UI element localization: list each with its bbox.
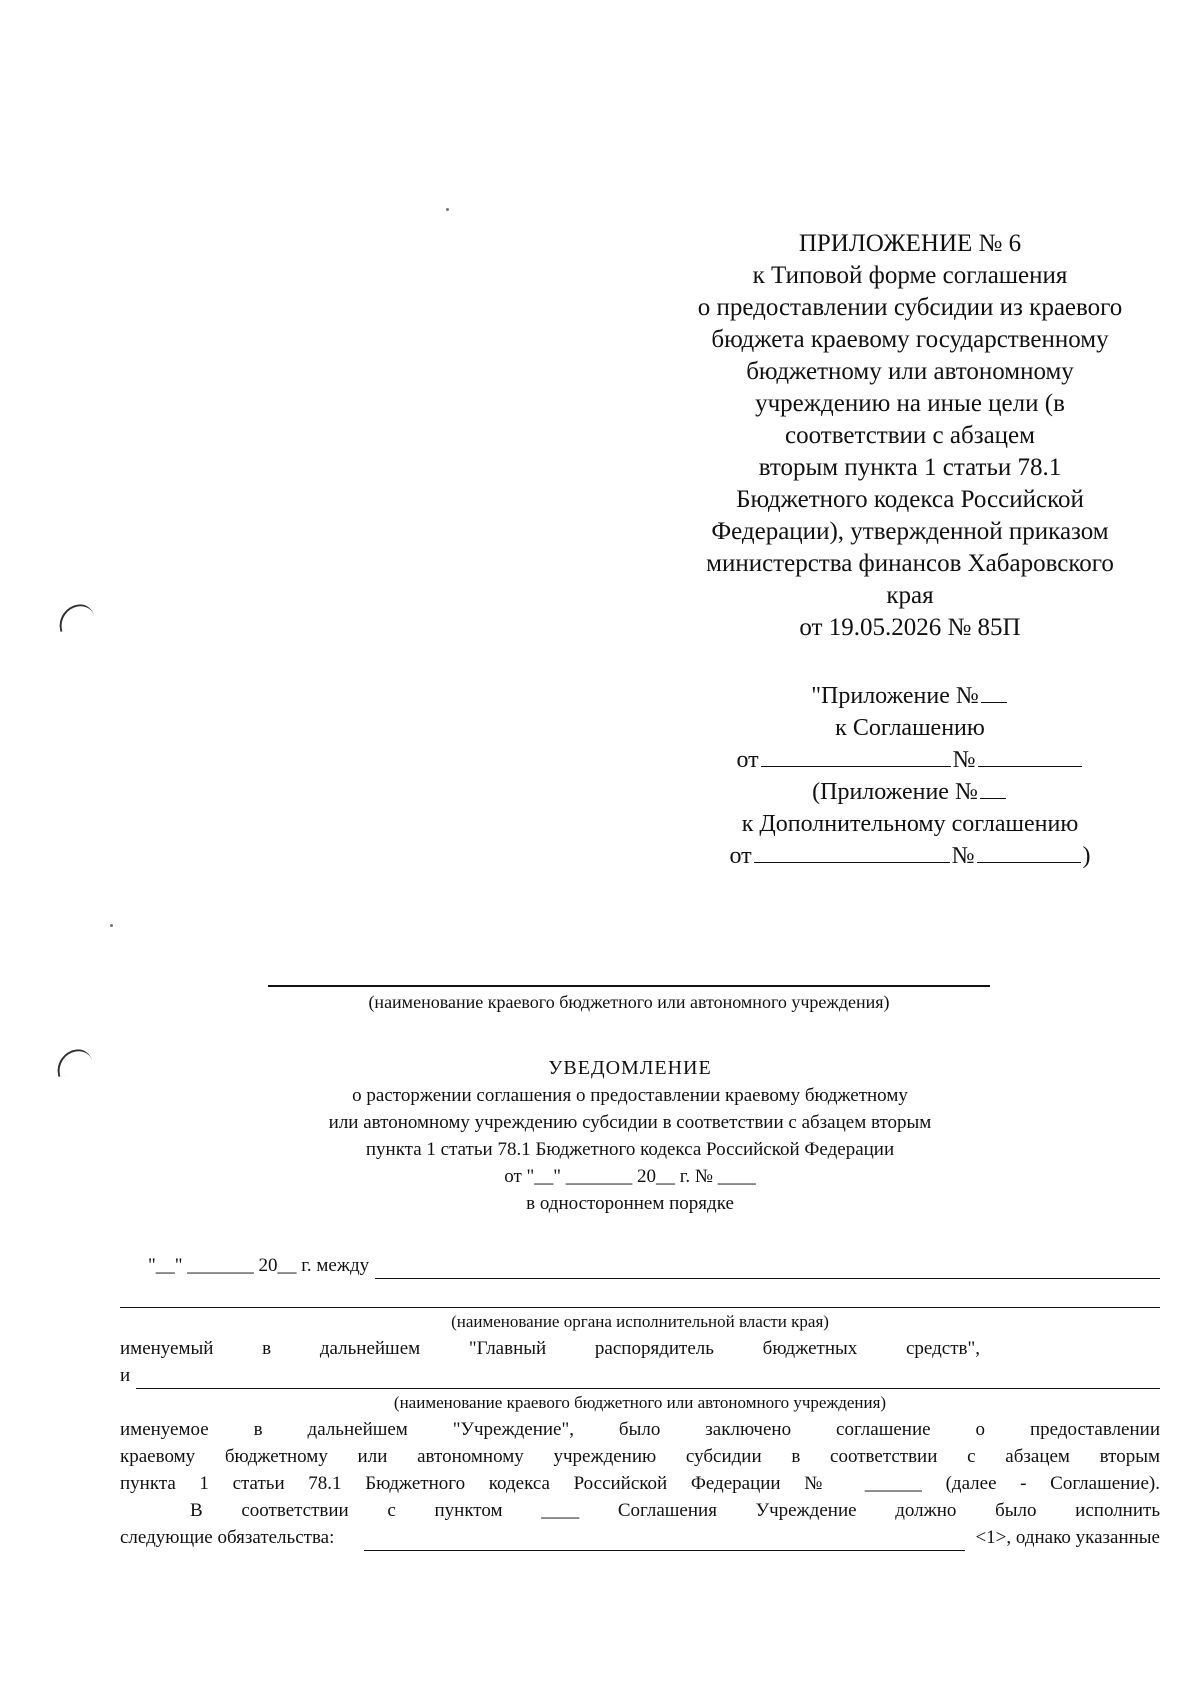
supplement-number-blank[interactable] [980,776,1006,799]
from-label: от [736,747,759,773]
appendix-line: вторым пункта 1 статьи 78.1 [758,454,1062,481]
notice-subtitle-line: о расторжении соглашения о предоставлении краевому бюджетному [352,1085,908,1106]
supplement-number-label: (Приложение № [812,779,978,805]
appendix-line: Федерации), утвержденной приказом [711,518,1109,545]
appendix-line: учреждению на иные цели (в [755,390,1065,417]
scan-speck [446,208,449,211]
date-between-row [120,1252,1160,1279]
to-supplementary-agreement-label: к Дополнительному соглашению [741,811,1079,837]
supplement-number-row [690,776,1130,808]
institution-row [120,1362,1160,1389]
notice-subtitle-line: пункта 1 статьи 78.1 Бюджетного кодекса Российской Федерации [365,1139,895,1160]
number-sign: № [952,747,976,773]
scan-mark [54,1047,94,1077]
paragraph-line: В соответствии с пунктом ____ Соглашения Учреждение должно было исполнить [190,1500,1160,1521]
paragraph-line: пункта 1 статьи 78.1 Бюджетного кодекса Российской Федерации № ______ (далее - Соглашение). [120,1473,1160,1494]
institution-name-line[interactable] [268,985,990,987]
supplement-number-field-blank[interactable] [977,840,1081,863]
obligations-ref: <1>, однако указанные [975,1527,1160,1548]
appendix-number-blank[interactable] [981,680,1007,703]
named-gr-line: именуемый в дальнейшем "Главный распорядитель бюджетных средств", [120,1338,980,1359]
appendix-number-label: "Приложение № [811,683,979,709]
appendix-line: ПРИЛОЖЕНИЕ № 6 [798,230,1022,257]
authority-name-blank-continued[interactable] [120,1287,1160,1308]
notice-date-line: от "__" _______ 20__ г. № ____ [504,1166,756,1187]
scan-speck [110,924,113,927]
paragraph-line: краевому бюджетному или автономному учреждению субсидии в соответствии с абзацем вторым [120,1446,1160,1467]
agreement-date-blank[interactable] [761,744,951,767]
appendix-line: от 19.05.2026 № 85П [799,614,1021,641]
notice-subtitle-line: в одностороннем порядке [526,1193,734,1214]
authority-caption: (наименование органа исполнительной власти края) [451,1312,829,1331]
supplement-date-blank[interactable] [754,840,950,863]
obligations-row [120,1524,1160,1551]
obligations-blank[interactable] [364,1530,965,1551]
notice-body [120,1252,1160,1551]
scan-mark [56,602,96,632]
institution-name-caption: (наименование краевого бюджетного или автономного учреждения) [368,992,890,1012]
notice-title: УВЕДОМЛЕНИЕ [548,1057,712,1079]
to-agreement-label: к Соглашению [835,715,985,741]
appendix-line: к Типовой форме соглашения [752,262,1068,289]
from-label: от [729,843,752,869]
authority-name-blank[interactable] [375,1258,1160,1279]
notice-heading [200,1055,1060,1217]
appendix-number-row [690,680,1130,712]
appendix-line: Бюджетного кодекса Российской [736,486,1084,513]
appendix-header [660,228,1160,644]
paragraph-line: именуемое в дальнейшем "Учреждение", было заключено соглашение о предоставлении [120,1419,1160,1440]
institution-blank[interactable] [136,1368,1160,1389]
institution-caption: (наименование краевого бюджетного или автономного учреждения) [393,1393,887,1412]
agreement-appendix-block [690,680,1130,872]
and-label: и [120,1365,131,1386]
appendix-line: бюджета краевому государственному [711,326,1109,353]
obligations-label: следующие обязательства: [120,1527,335,1548]
appendix-line: министерства финансов Хабаровского [706,550,1114,577]
agreement-number-blank[interactable] [978,744,1082,767]
appendix-line: соответствии с абзацем [785,422,1035,449]
number-sign: № [951,843,975,869]
agreement-date-row [690,744,1130,776]
notice-subtitle-line: или автономному учреждению субсидии в соответствии с абзацем вторым [328,1112,932,1133]
authority-name-row [120,1287,1160,1308]
supplement-date-row [690,840,1130,872]
appendix-line: края [886,582,934,609]
date-between-label: "__" _______ 20__ г. между [148,1255,370,1276]
closing-paren: ) [1082,843,1091,869]
appendix-line: о предоставлении субсидии из краевого [697,294,1123,321]
appendix-line: бюджетному или автономному [746,358,1074,385]
